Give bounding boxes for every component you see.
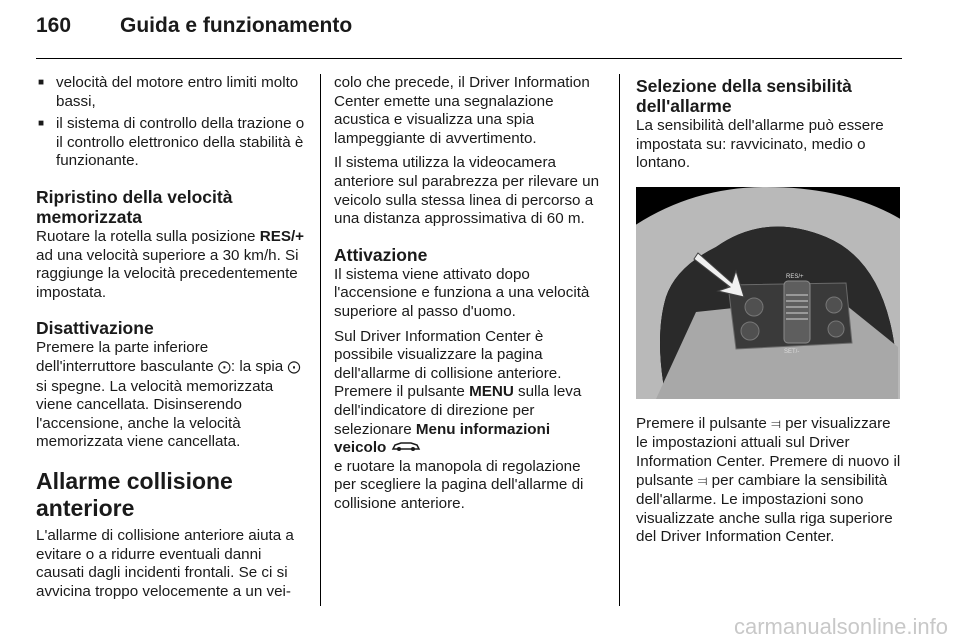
- header-rule: [36, 58, 902, 59]
- list-item: ■ il sistema di controllo della trazione o il controllo elettronico della stabilità è funzionante.: [36, 115, 306, 171]
- paragraph: Ruotare la rotella sulla posizione RES/+ ad una velocità superiore a 30 km/h. Si raggiunge la velocità precedentemente impostata.: [36, 227, 305, 301]
- column-divider-2: [619, 74, 620, 606]
- paragraph: Premere il pulsante ⫤ per visualizzare le impostazioni attuali sul Driver Information Center. Premere di nuovo il pulsante ⫤ per cambiare la sensibilità dell'allarme. Le impostazioni sono visualizzate anche sulla riga superiore del Driver Information Center.: [636, 414, 901, 546]
- column-3: [636, 74, 902, 553]
- column-1: [36, 74, 306, 607]
- page-number: 160: [36, 14, 72, 37]
- section-heading: Allarme collisione anteriore: [36, 467, 233, 521]
- steering-wheel-illustration: [636, 187, 900, 399]
- watermark: carmanualsonline.info: [733, 614, 948, 639]
- bullet-list: [36, 74, 306, 171]
- section-heading: Attivazione: [334, 244, 428, 265]
- paragraph: La sensibilità dell'allarme può essere impostata su: ravvicinato, medio o lontano.: [636, 117, 884, 172]
- column-2: [334, 74, 606, 519]
- paragraph: colo che precede, il Driver Information Center emette una segnalazione acustica e visualizza una spia lampeggiante di avvertimento.: [334, 74, 590, 147]
- section-heading: Disattivazione: [36, 318, 154, 339]
- list-item: ■ velocità del motore entro limiti molto bassi,: [36, 74, 306, 111]
- paragraph: L'allarme di collisione anteriore aiuta a evitare o a ridurre eventuali danni causati dagli incidenti frontali. Se ci si avvicina troppo velocemente a un vei-: [36, 526, 294, 600]
- page-title: Guida e funzionamento: [120, 14, 353, 37]
- collision-alert-button-icon: ⫤: [697, 473, 708, 489]
- column-divider-1: [320, 74, 321, 606]
- steering-wheel-figure: [636, 187, 900, 399]
- collision-alert-button-icon: ⫤: [771, 416, 781, 432]
- paragraph: Sul Driver Information Center è possibile visualizzare la pagina dell'allarme di collisione anteriore. Premere il pulsante MENU sulla leva dell'indicatore di direzione per selezionare Menu informazioni veicolo e ruotare la manopola di regolazione per scegliere la pagina dell'allarme di collisione anteriore.: [334, 327, 584, 512]
- paragraph: Il sistema utilizza la videocamera anteriore sul parabrezza per rilevare un veicolo sulla stessa linea di percorso a una distanza approssimativa di 60 m.: [334, 154, 600, 228]
- section-heading: Selezione della sensibilità dell'allarme: [636, 76, 852, 116]
- paragraph: Il sistema viene attivato dopo l'accensione e funziona a una velocità superiore al passo d'uomo.: [334, 265, 590, 320]
- cruise-control-icon: ⨀: [217, 359, 231, 375]
- cruise-control-icon: ⨀: [287, 359, 301, 375]
- vehicle-info-icon: [391, 440, 421, 452]
- set-label: SET/-: [784, 348, 800, 355]
- paragraph: Premere la parte inferiore dell'interruttore basculante ⨀: la spia ⨀ si spegne. La velocità memorizzata viene cancellata. Disinserendo l'accensione, anche la velocità memorizzata viene cancellata.: [36, 339, 301, 451]
- section-heading: Ripristino della velocità memorizzata: [36, 186, 233, 227]
- res-label: RES/+: [786, 273, 804, 280]
